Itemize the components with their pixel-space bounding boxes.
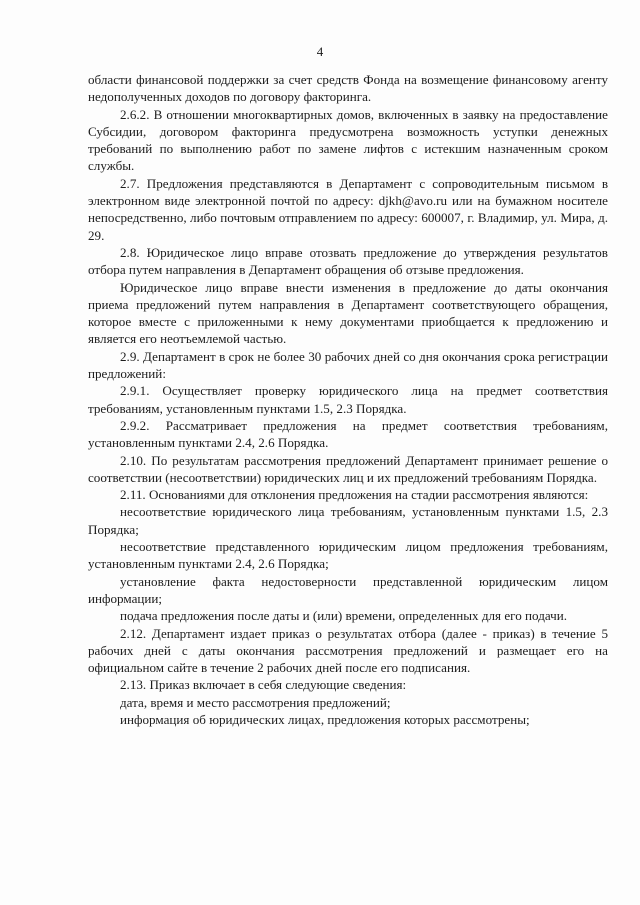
- list-item-rejection-3: установление факта недостоверности представленной юридическим лицом информации;: [88, 573, 608, 606]
- paragraph-2-7: 2.7. Предложения представляются в Департамент с сопроводительным письмом в электронном виде электронной почтой по адресу: djkh@avo.ru или на бумажном носителе непосредственно, либо почтовым отправлением по адресу: 600007, г. Владимир, ул. Мира, д. 29.: [88, 175, 608, 243]
- paragraph-amendments: Юридическое лицо вправе внести изменения в предложение до даты окончания приема предложений путем направления в Департамент соответствующего обращения, которое вместе с приложенными к нему документами приобщается к предложению и является его неотъемлемой частью.: [88, 279, 608, 347]
- paragraph-2-11: 2.11. Основаниями для отклонения предложения на стадии рассмотрения являются:: [120, 487, 589, 503]
- paragraph-2-9: 2.9. Департамент в срок не более 30 рабочих дней со дня окончания срока регистрации предложений:: [88, 348, 608, 382]
- document-body: [88, 71, 608, 728]
- list-item-order-info-1: дата, время и место рассмотрения предложений;: [120, 694, 391, 710]
- paragraph-2-13: 2.13. Приказ включает в себя следующие сведения:: [120, 677, 407, 693]
- list-item-rejection-4: подача предложения после даты и (или) времени, определенных для его подачи.: [120, 608, 568, 624]
- page-number: 4: [316, 44, 324, 59]
- paragraph-2-9-2: 2.9.2. Рассматривает предложения на предмет соответствия требованиям, установленным пунктами 2.4, 2.6 Порядка.: [88, 417, 608, 451]
- paragraph-2-6-2: 2.6.2. В отношении многоквартирных домов, включенных в заявку на предоставление Субсидии, договором факторинга предусмотрена возможность уступки денежных требований по выполнению работ по замене лифтов с истекшим назначенным сроком службы.: [88, 106, 608, 174]
- list-item-order-info-2: информация об юридических лицах, предложения которых рассмотрены;: [120, 711, 530, 727]
- paragraph-2-9-1: 2.9.1. Осуществляет проверку юридического лица на предмет соответствия требованиям, установленным пунктами 1.5, 2.3 Порядка.: [88, 383, 608, 416]
- paragraph-2-10: 2.10. По результатам рассмотрения предложений Департамент принимает решение о соответствии (несоответствии) юридических лиц и их предложений требованиям Порядка.: [88, 452, 608, 485]
- paragraph-2-12: 2.12. Департамент издает приказ о результатах отбора (далее - приказ) в течение 5 рабочих дней с даты окончания рассмотрения предложений и размещает его на официальном сайте в течение 2 рабочих дней после его подписания.: [88, 625, 608, 676]
- paragraph-continuation: области финансовой поддержки за счет средств Фонда на возмещение финансовому агенту недополученных доходов по договору факторинга.: [88, 72, 608, 105]
- paragraph-2-8: 2.8. Юридическое лицо вправе отозвать предложение до утверждения результатов отбора путем направления в Департамент обращения об отзыве предложения.: [88, 244, 608, 278]
- list-item-rejection-1: несоответствие юридического лица требованиям, установленным пунктами 1.5, 2.3 Порядка;: [88, 504, 608, 537]
- list-item-rejection-2: несоответствие представленного юридическим лицом предложения требованиям, установленным пунктами 2.4, 2.6 Порядка;: [88, 539, 608, 572]
